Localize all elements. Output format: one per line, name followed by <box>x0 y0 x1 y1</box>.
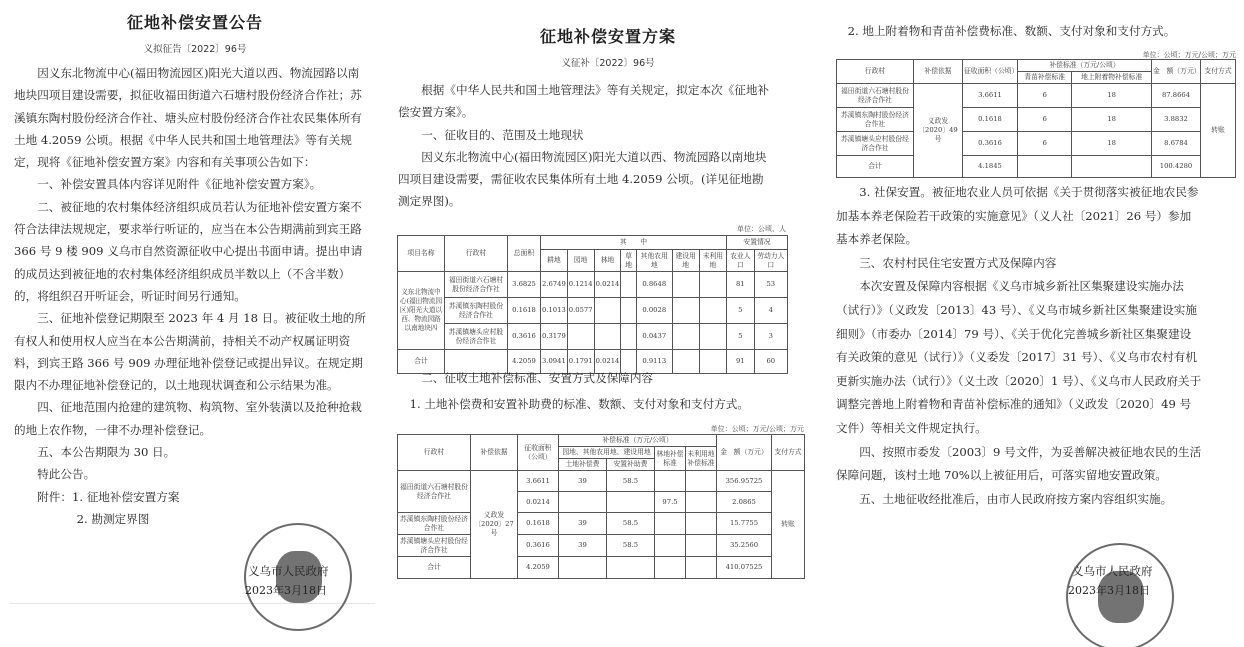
cell: 4.2059 <box>508 350 541 374</box>
cell: 苏溪镇东陶村股份经济合作社 <box>398 513 471 535</box>
cell: 6 <box>1018 84 1072 108</box>
basis-cell: 义政发〔2020〕27号 <box>471 471 518 579</box>
table2-unit: 单位：公顷；万元/公顷；万元 <box>710 425 804 433</box>
plan-paragraph: 五、土地征收经批准后，由市人民政府按方案内容组织实施。 <box>859 491 1173 506</box>
col-header: 林地补偿标准 <box>655 447 686 471</box>
cell <box>606 557 654 579</box>
table-row <box>837 108 1236 132</box>
cell: 0.1618 <box>518 513 559 535</box>
cell: 97.5 <box>655 492 686 513</box>
cell <box>559 557 607 579</box>
cell: 0.0214 <box>594 272 621 298</box>
cell: 0.8648 <box>637 272 673 298</box>
notice-paragraph: 特此公告。 <box>37 467 96 482</box>
col-header: 补偿依据 <box>471 435 518 471</box>
notice-signature: 义乌市人民政府 <box>248 564 329 578</box>
cell: 苏溪镇塘头应村股份经济合作社 <box>837 132 914 156</box>
cell <box>686 557 717 579</box>
notice-date: 2023年3月18日 <box>245 584 327 597</box>
subsection-heading: 1. 土地补偿费和安置补助费的标准、数额、支付对象和支付方式。 <box>409 397 749 411</box>
section-heading: 三、农村村民住宅安置方式及保障内容 <box>859 255 1057 270</box>
plan-intro <box>398 79 770 213</box>
cell: 39 <box>559 513 607 535</box>
land-compensation-table <box>397 434 805 579</box>
cell: 100.4280 <box>1152 156 1201 178</box>
cell: 410.07525 <box>717 557 772 579</box>
cell: 4.2059 <box>518 557 559 579</box>
cell <box>672 324 699 350</box>
cell <box>699 324 726 350</box>
plan-doc-number: 义征补〔2022〕96号 <box>561 58 655 69</box>
plan-paragraph: 四、按照市委发〔2003〕9 号文件，为妥善解决被征地农民的生活保障问题，该村土地 70%以上被征用后，可落实留地安置政策。 <box>836 444 1202 483</box>
cell: 3.6611 <box>963 84 1018 108</box>
land-status-table <box>397 235 788 374</box>
col-header: 行政村 <box>445 236 508 272</box>
col-header: 园地 <box>567 250 594 272</box>
cell <box>621 324 637 350</box>
cell <box>686 513 717 535</box>
table-row <box>398 272 788 298</box>
plan-date: 2023年3月18日 <box>1068 584 1150 597</box>
cell <box>655 471 686 492</box>
cell: 3.6611 <box>518 471 559 492</box>
plan-paragraph: 根据《中华人民共和国土地管理法》等有关规定，拟定本次《征地补偿安置方案》。 <box>398 83 770 120</box>
cell: 0.1791 <box>567 350 594 374</box>
cell: 4.1845 <box>963 156 1018 178</box>
cell: 35.2560 <box>717 535 772 557</box>
cell <box>699 298 726 324</box>
cell <box>606 492 654 513</box>
plan-page <box>392 0 824 647</box>
col-header: 安置补助费 <box>606 459 654 471</box>
cell <box>699 272 726 298</box>
notice-paragraph: 三、征地补偿登记期限至 2023 年 4 月 18 日。被征收土地的所有权人和使用权人应当在本公告期满前，持相关不动产权属证明资料，到宾王路 366 号 909 办理征地补偿登记或提出异议。在规定期限内不办理征地补偿登记的，以土地现状调查和公示结果为准。 <box>14 311 366 393</box>
cell: 8.6784 <box>1152 132 1201 156</box>
table-row <box>398 513 805 535</box>
cell: 0.9113 <box>637 350 673 374</box>
cell <box>621 272 637 298</box>
cell <box>559 492 607 513</box>
cell: 6 <box>1018 108 1072 132</box>
plan-continued-page <box>828 0 1244 647</box>
cell: 91 <box>727 350 755 374</box>
cell <box>594 298 621 324</box>
plan-paragraph: 因义东北物流中心(福田物流园区)阳光大道以西、物流园路以南地块四项目建设需要，需征收农民集体所有土地 4.2059 公顷。(详见征地勘测定界图)。 <box>398 149 767 209</box>
cell: 58.5 <box>606 535 654 557</box>
plan-signature: 义乌市人民政府 <box>1072 564 1153 578</box>
table-row <box>837 132 1236 156</box>
col-header: 地上附着物补偿标准 <box>1072 72 1152 84</box>
cell: 39 <box>559 535 607 557</box>
cell: 6 <box>1018 132 1072 156</box>
notice-paragraph: 因义东北物流中心(福田物流园区)阳光大道以西、物流园路以南地块四项目建设需要，拟征收福田街道六石塘村股份经济合作社；苏溪镇东陶村股份经济合作社、塘头应村股份经济合作社农民集体所有土地 4.2059 公顷。根据《中华人民共和国土地管理法》等有关规定，现将《征地补偿安置方案》内容和有关事项公告如下： <box>14 66 362 170</box>
cell <box>621 298 637 324</box>
cell: 3.0941 <box>541 350 568 374</box>
cell: 苏溪镇东陶村股份经济合作社 <box>445 298 508 324</box>
cell: 0.0028 <box>637 298 673 324</box>
cell: 0.1618 <box>508 298 541 324</box>
cell <box>567 324 594 350</box>
notice-paragraph: 二、被征地的农村集体经济组织成员若认为征地补偿安置方案不符合法律法规规定，要求举行听证的，应当在本公告期满前到宾王路 366 号 9 楼 909 义乌市自然资源征收中心提出书面申请。提出申请的成员达到被征地的农村集体经济组织成员半数以上（不含半数）的，将组织召开听证会，听证时间另行通知。 <box>14 199 363 303</box>
cell: 2.0865 <box>717 492 772 513</box>
cell <box>1018 156 1072 178</box>
col-header: 行政村 <box>398 435 471 471</box>
cell: 39 <box>559 471 607 492</box>
cell: 60 <box>754 350 787 374</box>
cell: 58.5 <box>606 471 654 492</box>
project-name-cell: 义东北物流中心(福田物流园区)阳光大道以西、物流园路以南地块四 <box>398 272 445 350</box>
table-total-row <box>837 156 1236 178</box>
section-heading: 一、征收目的、范围及土地现状 <box>421 127 584 142</box>
col-header: 支付方式 <box>1201 60 1236 84</box>
col-header: 项目名称 <box>398 236 445 272</box>
cell: 0.3616 <box>963 132 1018 156</box>
cell: 356.95725 <box>717 471 772 492</box>
cell <box>672 298 699 324</box>
cell: 18 <box>1072 84 1152 108</box>
col-header: 其他农用地 <box>637 250 673 272</box>
cell: 3.6825 <box>508 272 541 298</box>
cell: 合计 <box>398 557 471 579</box>
notice-title: 征地补偿安置公告 <box>126 13 263 32</box>
cell: 苏溪镇东陶村股份经济合作社 <box>837 108 914 132</box>
col-header: 安置情况 <box>727 236 788 250</box>
cell: 81 <box>727 272 755 298</box>
col-header: 土地补偿费 <box>559 459 607 471</box>
cell: 0.3616 <box>518 535 559 557</box>
cell: 福田街道六石塘村股份经济合作社 <box>837 84 914 108</box>
col-header: 青苗补偿标准 <box>1018 72 1072 84</box>
plan-continued-body <box>836 181 1202 511</box>
col-header: 园地、其他农用地、建设用地 <box>559 447 655 459</box>
col-header: 补偿标准（万元/公顷） <box>559 435 717 447</box>
subsection-heading: 2. 地上附着物和青苗补偿费标准、数额、支付对象和支付方式。 <box>847 24 1176 38</box>
pay-method-cell: 转账 <box>772 471 805 579</box>
cell: 0.0577 <box>567 298 594 324</box>
section-heading: 二、征收土地补偿标准、安置方式及保障内容 <box>421 371 654 385</box>
cell <box>686 535 717 557</box>
cell: 0.1618 <box>963 108 1018 132</box>
cell <box>655 513 686 535</box>
col-header: 劳动力人口 <box>754 250 787 272</box>
notice-doc-number: 义拟征告〔2022〕96号 <box>143 44 247 55</box>
table-total-row <box>398 557 805 579</box>
cell: 苏溪镇塘头应村股份经济合作社 <box>398 535 471 557</box>
cell: 合计 <box>837 156 914 178</box>
col-header: 草地 <box>621 250 637 272</box>
cell: 0.0214 <box>594 350 621 374</box>
cell: 福田街道六石塘村股份经济合作社 <box>445 272 508 298</box>
col-header: 耕地 <box>541 250 568 272</box>
table-row <box>837 84 1236 108</box>
table3-unit: 单位：公顷；万元/公顷；万元 <box>1142 51 1236 59</box>
col-header: 总面积 <box>508 236 541 272</box>
cell: 合计 <box>398 350 445 374</box>
cell: 4 <box>754 298 787 324</box>
cell <box>594 324 621 350</box>
cell: 0.3179 <box>541 324 568 350</box>
plan-title: 征地补偿安置方案 <box>539 27 676 46</box>
notice-page <box>0 0 390 647</box>
col-header: 征收面积（公顷） <box>963 60 1018 84</box>
attachments-label: 附件：1. 征地补偿安置方案 <box>37 489 180 504</box>
cell <box>686 492 717 513</box>
col-header: 征收面积（公顷） <box>518 435 559 471</box>
table-row <box>398 298 788 324</box>
cell: 15.7755 <box>717 513 772 535</box>
cell: 2.6749 <box>541 272 568 298</box>
table1-unit: 单位：公顷、人 <box>737 225 786 233</box>
cell <box>672 272 699 298</box>
col-header: 农业人口 <box>727 250 755 272</box>
col-header: 补偿依据 <box>914 60 963 84</box>
attachment-compensation-table <box>836 59 1236 178</box>
cell: 18 <box>1072 108 1152 132</box>
col-header: 未利用地 <box>699 250 726 272</box>
plan-paragraph: 3. 社保安置。被征地农业人员可依据《关于贯彻落实被征地农民参加基本养老保险若干政策的实施意见》（义人社〔2021〕26 号）参加基本养老保险。 <box>836 185 1199 247</box>
table-row <box>398 535 805 557</box>
col-header: 林地 <box>594 250 621 272</box>
cell: 0.1214 <box>567 272 594 298</box>
notice-paragraph: 五、本公告期限为 30 日。 <box>37 445 176 460</box>
cell <box>655 557 686 579</box>
cell: 3 <box>754 324 787 350</box>
cell <box>1072 156 1152 178</box>
col-header: 金 额（万元） <box>717 435 772 471</box>
basis-cell: 义政发〔2020〕49号 <box>914 84 963 178</box>
attachment-item: 2. 勘测定界图 <box>76 511 150 526</box>
plan-paragraph: 本次安置及保障内容根据《义乌市城乡新社区集聚建设实施办法（试行）》（义政发〔2013〕43 号）、《义乌市城乡新社区集聚建设实施细则》（市委办〔2014〕79 号）、《关于优化完善城乡新社区集聚建设有关政策的意见（试行）》（义委发〔2017〕31 号）、《义乌市农村有机更新实施办法（试行）》（义土改〔2020〕1 号）、《义乌市人民政府关于调整完善地上附着物和青苗补偿标准的通知》（义政发〔2020〕49 号文件）等相关文件规定执行。 <box>836 279 1202 435</box>
col-header: 金 额（万元） <box>1152 60 1201 84</box>
col-header: 其 中 <box>541 236 727 250</box>
cell: 53 <box>754 272 787 298</box>
cell <box>655 535 686 557</box>
notice-paragraph: 一、补偿安置具体内容详见附件《征地补偿安置方案》。 <box>37 177 322 192</box>
cell: 18 <box>1072 132 1152 156</box>
pay-method-cell: 转账 <box>1201 84 1236 178</box>
notice-paragraph: 四、征地范围内抢建的建筑物、构筑物、室外装潢以及抢种抢栽的地上农作物，一律不办理补偿登记。 <box>14 400 362 437</box>
col-header: 支付方式 <box>772 435 805 471</box>
cell: 87.8664 <box>1152 84 1201 108</box>
cell: 3.8832 <box>1152 108 1201 132</box>
cell: 5 <box>727 324 755 350</box>
table-row <box>398 324 788 350</box>
cell: 福田街道六石塘村股份经济合作社 <box>398 471 471 513</box>
cell <box>686 471 717 492</box>
col-header: 补偿标准（万元/公顷） <box>1018 60 1152 72</box>
cell: 苏溪镇塘头应村股份经济合作社 <box>445 324 508 350</box>
table-row <box>398 471 805 492</box>
cell: 0.3616 <box>508 324 541 350</box>
cell: 5 <box>727 298 755 324</box>
cell: 58.5 <box>606 513 654 535</box>
cell: 0.0437 <box>637 324 673 350</box>
col-header: 建设用地 <box>672 250 699 272</box>
notice-body <box>14 62 366 530</box>
cell: 0.1013 <box>541 298 568 324</box>
cell: 0.0214 <box>518 492 559 513</box>
col-header: 未利用地补偿标准 <box>686 447 717 471</box>
col-header: 行政村 <box>837 60 914 84</box>
